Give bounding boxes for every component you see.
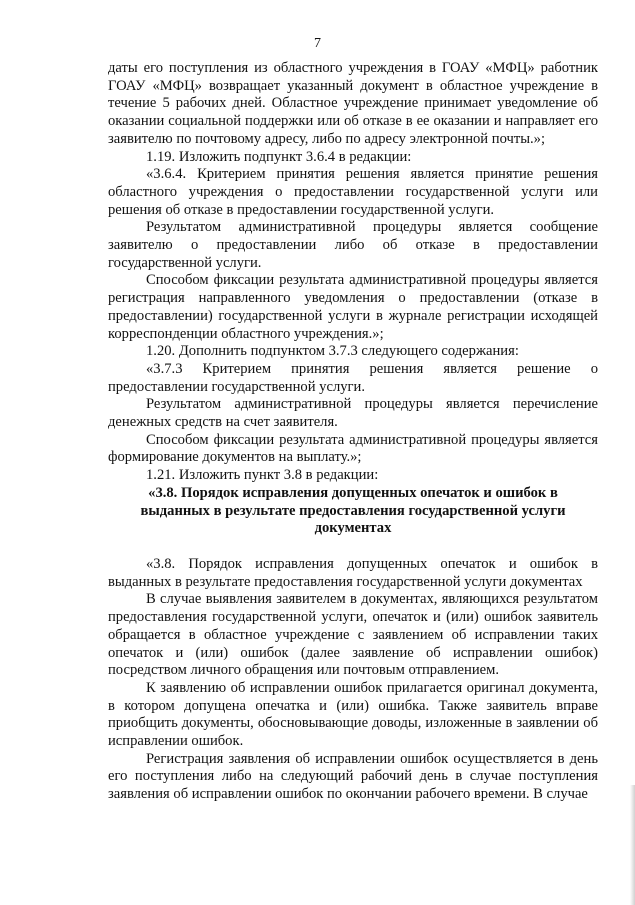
paragraph-error-case: В случае выявления заявителем в документах, являющихся результатом предоставления государственной услуги, опечаток и (или) ошибок заявитель обращается в областное учреждение с заявлением об исправлении таких опечаток и (или) ошибок (далее заявление об исправлении ошибок) посредством личного обращения или почтовым отправлением.	[108, 591, 598, 679]
page-number: 7	[314, 36, 321, 51]
paragraph-continuation: даты его поступления из областного учреждения в ГОАУ «МФЦ» работник ГОАУ «МФЦ» возвращает указанный документ в областное учреждение в течение 5 рабочих дней. Областное учреждение принимает уведомление об оказании социальной поддержки или об отказе в ее оказании и направляет его заявителю по почтовому адресу, либо по адресу электронной почты.»;	[108, 60, 598, 147]
paragraph-registration: Регистрация заявления об исправлении ошибок осуществляется в день его поступления либо на следующий рабочий день в случае поступления заявления об исправлении ошибок по окончании рабочего времени. В случае	[108, 750, 598, 803]
amendment-1-21: 1.21. Изложить пункт 3.8 в редакции:	[146, 467, 379, 484]
subsection-3-7-3: «3.7.3 Критерием принятия решения является решение о предоставлении государственной услуги.	[108, 360, 598, 395]
document-body	[108, 60, 598, 804]
paragraph-result-2: Результатом административной процедуры является перечисление денежных средств на счет заявителя.	[108, 396, 598, 431]
amendment-1-20: 1.20. Дополнить подпунктом 3.7.3 следующего содержания:	[146, 343, 519, 360]
section-3-8-intro: «3.8. Порядок исправления допущенных опечаток и ошибок в выданных в результате предоставления государственной услуги документах	[108, 555, 598, 590]
section-heading-3-8: «3.8. Порядок исправления допущенных опечаток и ошибок в выданных в результате предоставления государственной услуги документах	[140, 484, 566, 537]
paragraph-fixation: Способом фиксации результата административной процедуры является регистрация направленного уведомления о предоставлении (отказе в предоставлении) государственной услуги в журнале регистрации исходящей корреспонденции областного учреждения.»;	[108, 272, 598, 342]
paragraph-fixation-2: Способом фиксации результата административной процедуры является формирование документов на выплату.»;	[108, 431, 598, 466]
scan-edge-shadow	[630, 785, 635, 905]
amendment-1-19: 1.19. Изложить подпункт 3.6.4 в редакции:	[146, 148, 412, 165]
subsection-3-6-4: «3.6.4. Критерием принятия решения является принятие решения областного учреждения о предоставлении государственной услуги или решения об отказе в предоставлении государственной услуги.	[108, 166, 598, 218]
paragraph-attachment: К заявлению об исправлении ошибок прилагается оригинал документа, в котором допущена опечатка и (или) ошибка. Также заявитель вправе приобщить документы, обосновывающие доводы, изложенные в заявлении об исправлении ошибок.	[108, 679, 598, 750]
paragraph-result: Результатом административной процедуры является сообщение заявителю о предоставлении либо об отказе в предоставлении государственной услуги.	[108, 219, 598, 271]
